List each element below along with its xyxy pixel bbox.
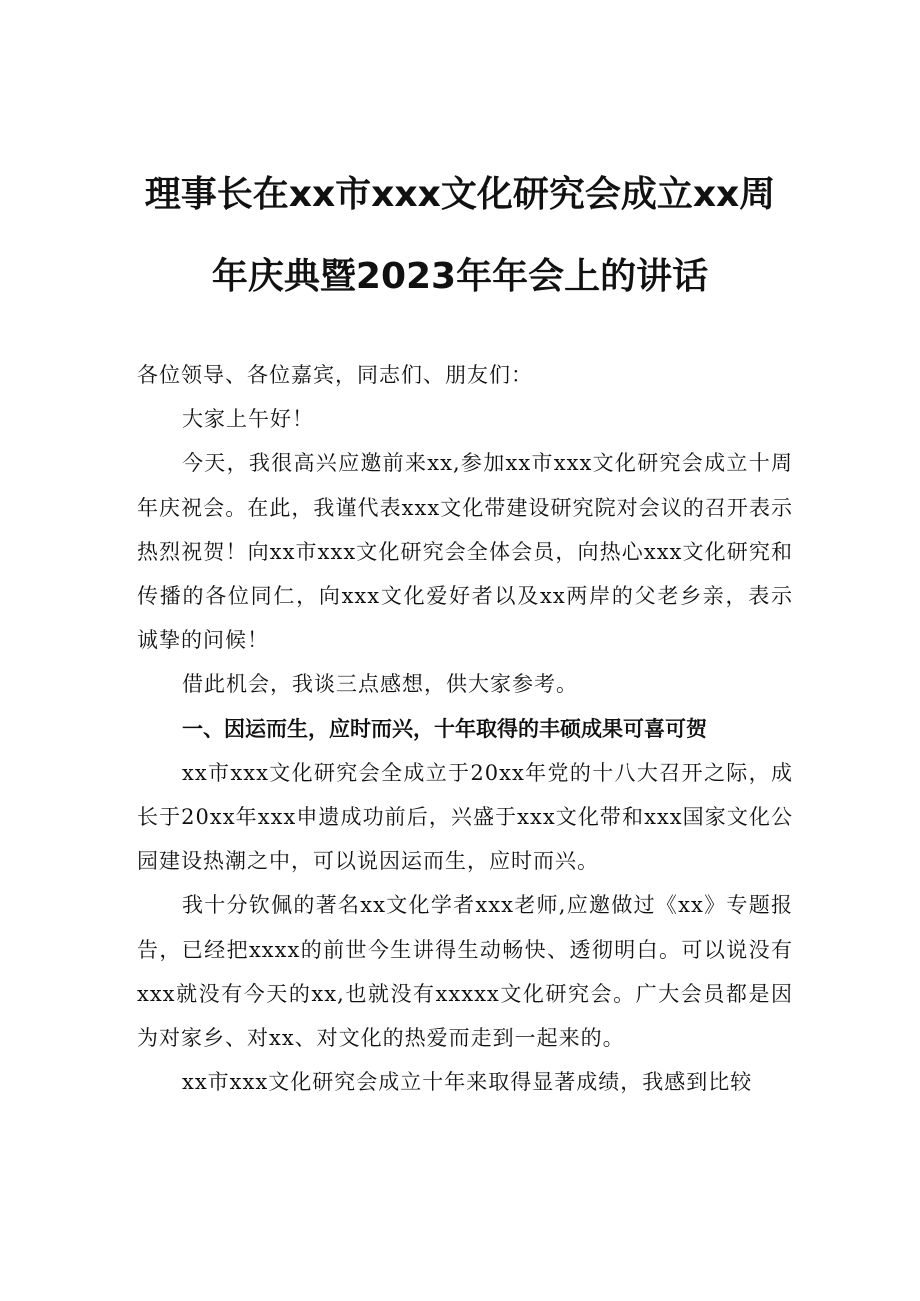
document-title-line-2: 年庆典暨2023年年会上的讲话 [211, 256, 709, 297]
paragraph-intro: 今天，我很高兴应邀前来xx,参加xx市xxx文化研究会成立十周年庆祝会。在此，我谨代表xxx文化带建设研究院对会议的召开表示热烈祝贺！向xx市xxx文化研究会全体会员，向热心xxx文化研究和传播的各位同仁，向xxx文化爱好者以及xx两岸的父老乡亲，表示诚挚的问候！ [137, 451, 793, 653]
document-body [137, 353, 793, 1104]
paragraph-achievements: xx市xxx文化研究会成立十年来取得显著成绩，我感到比较 [182, 1070, 753, 1095]
salutation: 各位领导、各位嘉宾，同志们、朋友们： [137, 363, 533, 387]
paragraph-tribute: 我十分钦佩的著名xx文化学者xxx老师,应邀做过《xx》专题报告，已经把xxxx的前世今生讲得生动畅快、透彻明白。可以说没有xxx就没有今天的xx,也就没有xxxxx文化研究会。广大会员都是因为对家乡、对xx、对文化的热爱而走到一起来的。 [137, 893, 793, 1051]
paragraph-transition: 借此机会，我谈三点感想，供大家参考。 [182, 672, 578, 697]
greeting: 大家上午好！ [182, 407, 314, 432]
section-heading-1: 一、因运而生，应时而兴，十年取得的丰硕成果可喜可贺 [182, 716, 707, 741]
paragraph-history: xx市xxx文化研究会全成立于20xx年党的十八大召开之际，成长于20xx年xxx申遗成功前后，兴盛于xxx文化带和xxx国家文化公园建设热潮之中，可以说因运而生，应时而兴。 [137, 760, 793, 874]
document-title-line-1: 理事长在xx市xxx文化研究会成立xx周 [144, 174, 776, 215]
